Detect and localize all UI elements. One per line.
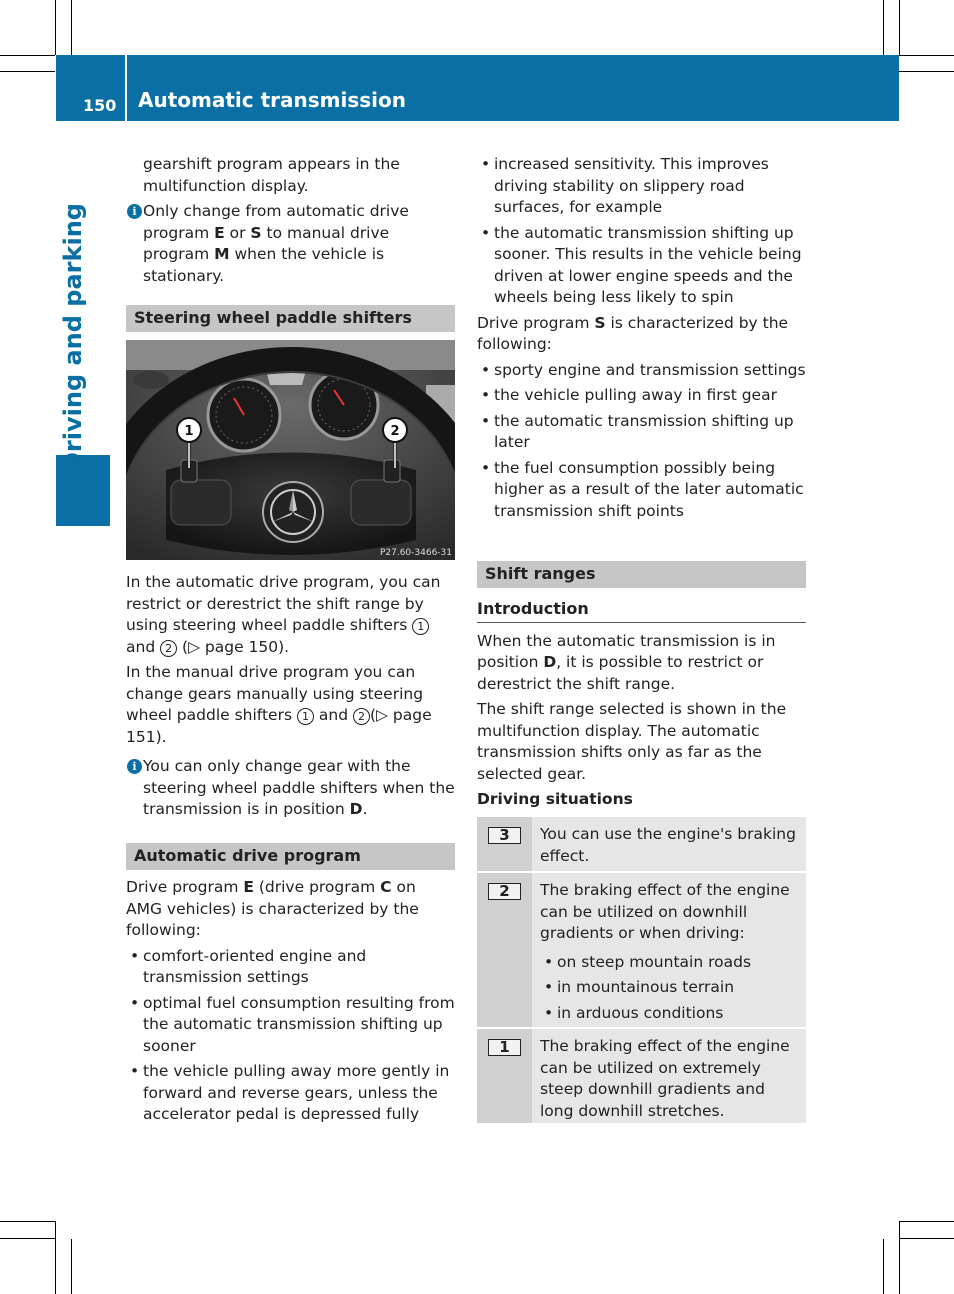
automatic-drive-content [126, 877, 456, 1130]
table-row [477, 1029, 806, 1125]
page-ref-link[interactable]: (▷ page 150). [177, 637, 290, 656]
section-heading-paddle-shifters: Steering wheel paddle shifters [126, 305, 455, 332]
crop-mark [899, 1221, 954, 1222]
callout-marker-1: 1 [184, 424, 194, 439]
page-ref-link[interactable]: (▷ page 151). [126, 706, 432, 746]
list-item: • optimal fuel consumption resulting from the automatic transmission shifting up sooner [126, 993, 456, 1058]
callout-ref-2: 2 [160, 640, 177, 657]
crop-mark [899, 55, 954, 56]
list-item: • the fuel consumption possibly being higher as a result of the later automatic transmission shift points [477, 458, 809, 523]
shift-ranges-content [477, 598, 809, 815]
crop-mark [899, 1238, 954, 1239]
crop-mark [883, 0, 884, 55]
callout-ref-1: 1 [412, 618, 429, 635]
callout-marker-2: 2 [390, 424, 400, 439]
auto-intro: Drive program E (drive program C on AMG vehicles) is characterized by the following: [126, 878, 419, 939]
left-column-lower [126, 572, 456, 825]
crop-mark [899, 0, 900, 55]
table-row [477, 817, 806, 873]
crop-mark [0, 1238, 55, 1239]
table-cell-text: You can use the engine's braking effect. [540, 825, 796, 865]
crop-mark [0, 71, 55, 72]
list-item: • the automatic transmission shifting up sooner. This results in the vehicle being driven at lower engine speeds and the wheels being less likely to spin [477, 223, 809, 309]
left-column [126, 154, 456, 291]
table-cell-text: The braking effect of the engine can be utilized on extremely steep downhill gradients and long downhill stretches. [540, 1037, 790, 1120]
crop-mark [899, 71, 954, 72]
list-item: • the vehicle pulling away in first gear [477, 385, 809, 407]
header-divider [125, 55, 127, 121]
crop-mark [55, 1221, 56, 1294]
page-number: 150 [83, 96, 117, 115]
side-tab-label: Driving and parking [59, 203, 87, 472]
list-item: • in mountainous terrain [540, 977, 798, 999]
crop-mark [0, 55, 55, 56]
s-program-intro: Drive program S is characterized by the following: [477, 313, 789, 353]
info-icon: i [127, 204, 142, 219]
list-item: • comfort-oriented engine and transmission settings [126, 946, 456, 989]
table-cell-text: The braking effect of the engine can be utilized on downhill gradients or when driving: [540, 881, 790, 942]
crop-mark [55, 0, 56, 55]
info-note: i Only change from automatic drive program E or S to manual drive program M when the vehicle is stationary. [126, 201, 456, 287]
continuation-text: gearshift program appears in the multifunction display. [143, 155, 400, 195]
info-note: i You can only change gear with the steering wheel paddle shifters when the transmission is in position D. [126, 756, 456, 821]
list-item: • the automatic transmission shifting up later [477, 411, 809, 454]
intro-paragraph-2: The shift range selected is shown in the multifunction display. The automatic transmission shifts only as far as the selected gear. [477, 700, 787, 783]
steering-wheel-photo [126, 340, 455, 560]
info-icon: i [127, 759, 142, 774]
paragraph-restrict-shift: In the automatic drive program, you can restrict or derestrict the shift range by using steering wheel paddle shifters 1 and 2 (▷ page 150). [126, 573, 441, 656]
intro-paragraph-1: When the automatic transmission is in position D, it is possible to restrict or derestrict the shift range. [477, 631, 776, 693]
driving-situations-label: Driving situations [477, 790, 633, 808]
list-item: • sporty engine and transmission settings [477, 360, 809, 382]
callout-ref-1: 1 [297, 708, 314, 725]
gear-key: 1 [488, 1039, 521, 1056]
page-title: Automatic transmission [138, 88, 406, 112]
section-heading-automatic-drive: Automatic drive program [126, 843, 455, 870]
subheading-introduction: Introduction [477, 598, 806, 623]
paragraph-manual-program: In the manual drive program you can change gears manually using steering wheel paddle shifters 1 and 2 (▷ page 151). [126, 663, 432, 746]
gear-key: 2 [488, 883, 521, 900]
right-column [477, 154, 809, 526]
crop-mark [71, 1239, 72, 1294]
driving-situations-table [477, 817, 806, 1125]
table-row [477, 873, 806, 1029]
callout-ref-2: 2 [353, 708, 370, 725]
figure-code: P27.60-3466-31 [379, 548, 452, 558]
list-item: • on steep mountain roads [540, 952, 798, 974]
list-item: • increased sensitivity. This improves driving stability on slippery road surfaces, for example [477, 154, 809, 219]
steering-wheel-illustration [126, 340, 455, 560]
crop-mark [883, 1239, 884, 1294]
crop-mark [899, 1221, 900, 1294]
section-heading-shift-ranges: Shift ranges [477, 561, 806, 588]
crop-mark [71, 0, 72, 55]
gear-key: 3 [488, 827, 521, 844]
list-item: • the vehicle pulling away more gently in forward and reverse gears, unless the accelerator pedal is depressed fully [126, 1061, 456, 1126]
crop-mark [0, 1221, 55, 1222]
list-item: • in arduous conditions [540, 1003, 798, 1025]
